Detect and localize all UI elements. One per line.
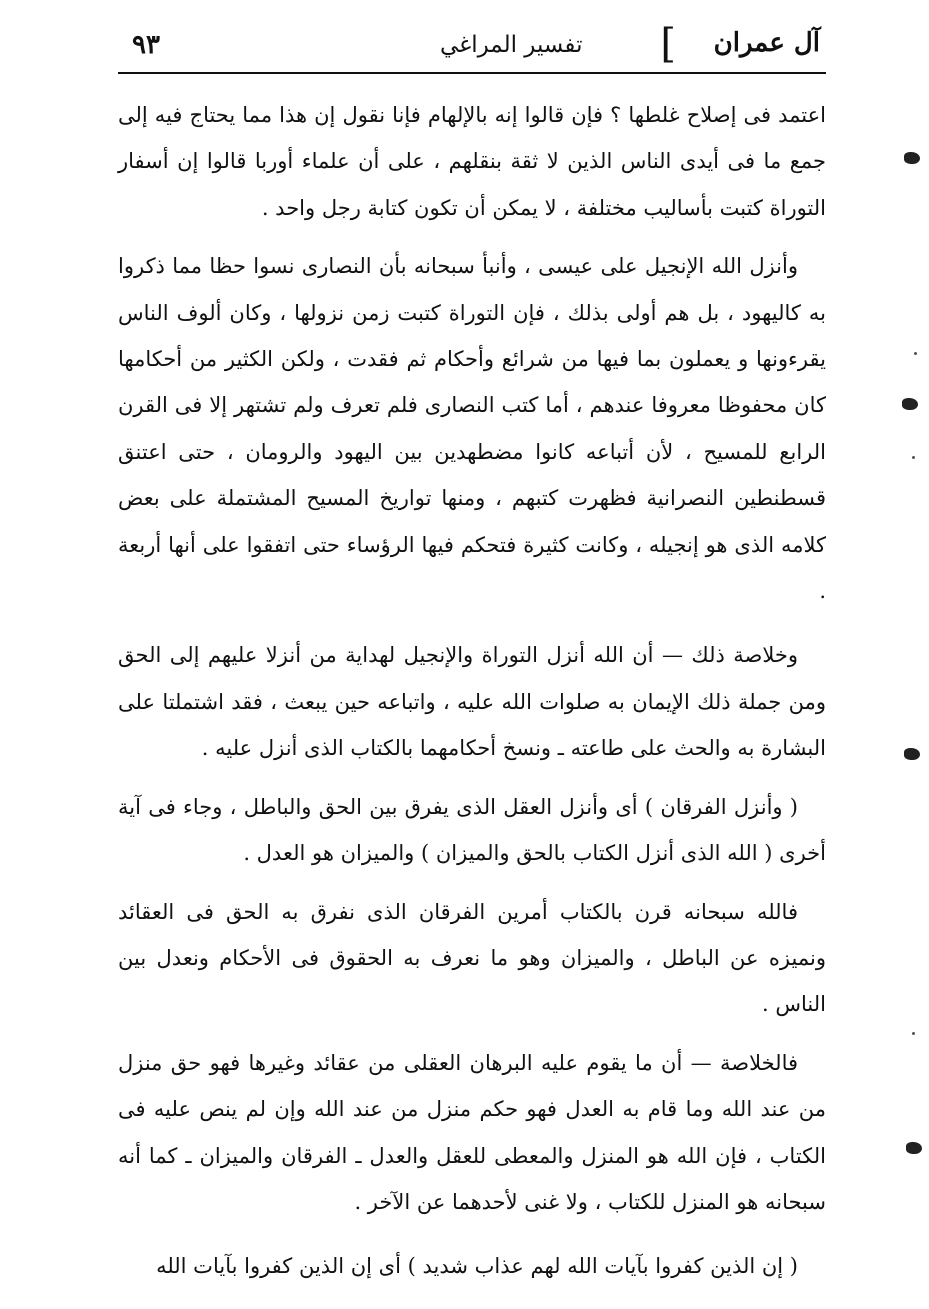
book-title: تفسير المراغي <box>440 32 583 58</box>
page-body <box>118 92 826 1290</box>
margin-speck <box>912 456 915 459</box>
paragraph-7: ( إن الذين كفروا بآيات الله لهم عذاب شديد ) أى إن الذين كفروا بآيات الله <box>156 1254 798 1279</box>
header-bracket: ] <box>660 21 676 67</box>
page-number: ٩٣ <box>132 30 160 60</box>
margin-ink-mark <box>904 748 920 760</box>
margin-ink-mark <box>902 398 918 410</box>
margin-ink-mark <box>906 1142 922 1154</box>
paragraph-6: فالخلاصة — أن ما يقوم عليه البرهان العقلى من عقائد وغيرها فهو حق منزل من عند الله وما قام به العدل فهو حكم منزل من عند الله وإن لم ينص عليه فى الكتاب ، فإن الله هو المنزل والمعطى للعقل والعدل ـ الفرقان والميزان ـ كما أنه سبحانه هو المنزل للكتاب ، ولا غنى لأحدهما عن الآخر . <box>118 1050 826 1214</box>
margin-speck <box>914 352 917 355</box>
paragraph-5: فالله سبحانه قرن بالكتاب أمرين الفرقان الذى نفرق به الحق فى العقائد ونميزه عن الباطل ، والميزان وهو ما نعرف به الحقوق فى الأحكام ونعدل بين الناس . <box>118 899 826 1017</box>
page-header <box>120 22 820 72</box>
paragraph-3: وخلاصة ذلك — أن الله أنزل التوراة والإنجيل لهداية من أنزلا عليهم إلى الحق ومن جملة ذلك الإيمان به صلوات الله عليه ، واتباعه حين يبعث ، فقد اشتملتا على البشارة به والحث على طاعته ـ ونسخ أحكامهما بالكتاب الذى أنزل عليه . <box>118 643 826 761</box>
paragraph-2: وأنزل الله الإنجيل على عيسى ، وأنبأ سبحانه بأن النصارى نسوا حظا مما ذكروا به كاليهود ، بل هم أولى بذلك ، فإن التوراة كتبت زمن نزولها ، وكان ألوف الناس يقرءونها و يعملون بما فيها من شرائع وأحكام ثم فقدت ، ولكن الكثير من أحكامها كان محفوظا معروفا عندهم ، أما كتب النصارى فلم تعرف ولم تشتهر إلا فى القرن الرابع للمسيح ، لأن أتباعه كانوا مضطهدين بين اليهود والرومان ، حتى اعتنق قسطنطين النصرانية فظهرت كتبهم ، ومنها تواريخ المسيح المشتملة على بعض كلامه الذى هو إنجيله ، وكانت كثيرة فتحكم فيها الرؤساء حتى اتفقوا على أنها أربعة . <box>118 254 826 604</box>
paragraph-1: اعتمد فى إصلاح غلطها ؟ فإن قالوا إنه بالإلهام فإنا نقول إن هذا مما يحتاج فيه إلى جمع ما فى أيدى الناس الذين لا ثقة بنقلهم ، على أن علماء أوربا قالوا إن أسفار التوراة كتبت بأساليب مختلفة ، لا يمكن أن تكون كتابة رجل واحد . <box>118 103 826 220</box>
margin-speck <box>912 1032 915 1035</box>
surah-name: آل عمران <box>713 28 820 58</box>
margin-ink-mark <box>904 152 920 164</box>
paragraph-4: ( وأنزل الفرقان ) أى وأنزل العقل الذى يفرق بين الحق والباطل ، وجاء فى آية أخرى ( الله الذى أنزل الكتاب بالحق والميزان ) والميزان هو العدل . <box>118 794 826 866</box>
header-rule <box>118 72 826 74</box>
